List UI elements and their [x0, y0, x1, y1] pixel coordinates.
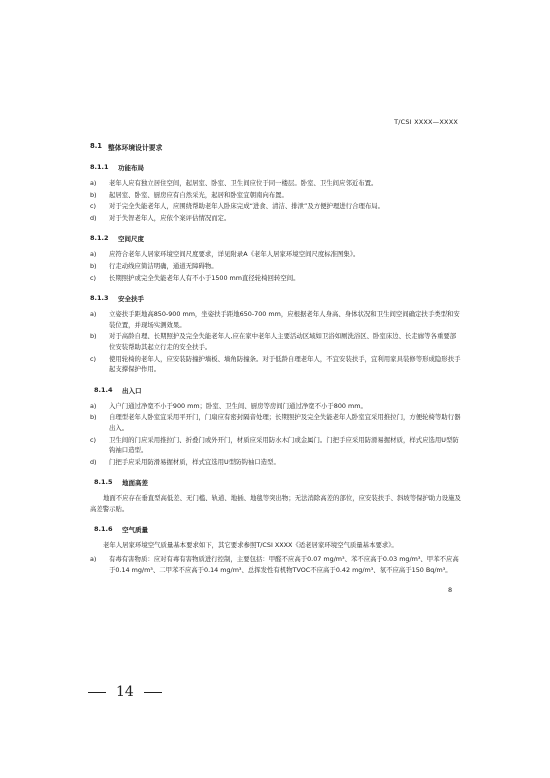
- subsection-number: 8.1.2: [90, 234, 109, 243]
- subsection-title: 地面高差: [122, 479, 148, 488]
- list-text: 卫生间的门应采用推拉门、折叠门或外开门，材质应采用防水木门或金属门。门把手应采用防滑易握材质，样式应选用U型防钩袖口造型。: [109, 435, 459, 455]
- list-marker: c): [90, 202, 97, 211]
- list-item: [90, 354, 462, 375]
- section-number: 8.1: [90, 142, 103, 150]
- list-marker: a): [90, 555, 97, 564]
- list-marker: a): [90, 179, 97, 187]
- list-item: [90, 261, 462, 272]
- list-item: [90, 273, 462, 284]
- section-heading: [90, 142, 462, 152]
- section-title: 整体环境设计要求: [108, 144, 163, 152]
- list-item: [90, 435, 462, 456]
- list: [90, 554, 462, 575]
- list-item: [90, 331, 462, 352]
- subsection-heading: [90, 478, 462, 487]
- list-marker: a): [90, 401, 97, 410]
- list: [90, 178, 462, 223]
- list-marker: b): [90, 261, 97, 270]
- list-text: 自理型老年人卧室宜采用平开门，门扇应有密封隔音处理；长期照护及完全失能老年人卧室宜采用推拉门，方便轮椅等助行器出入。: [109, 413, 461, 432]
- list-item: [90, 249, 462, 260]
- list-marker: d): [90, 457, 97, 466]
- list-item: [90, 412, 462, 433]
- list-marker: b): [90, 413, 97, 422]
- list-item: [90, 213, 462, 224]
- subsection-heading: [90, 525, 462, 534]
- subsection-title: 空气质量: [122, 526, 148, 535]
- list: [90, 309, 462, 375]
- subsection-number: 8.1.5: [94, 478, 113, 487]
- list-marker: c): [90, 435, 97, 444]
- list: [90, 401, 462, 468]
- list-marker: b): [90, 332, 97, 341]
- list-marker: b): [90, 190, 97, 199]
- paragraph: 地面不应存在垂直型高低差、无门槛、轨道、地插、地毯等突出物；无法消除高差的部位，应安装扶手、斜坡等保护助力设施及高差警示贴。: [90, 494, 461, 513]
- footer-number: 14: [116, 684, 134, 700]
- list-text: 入户门通过净宽不小于900 mm；卧室、卫生间、厨房等房间门通过净宽不小于800 mm。: [109, 401, 367, 410]
- subsection-heading: [90, 234, 462, 243]
- subsection-number: 8.1.4: [94, 385, 113, 394]
- list-item: [90, 309, 462, 330]
- subsection-number: 8.1.3: [90, 294, 109, 303]
- list-text: 对于失智老年人，应依个案评估情况而定。: [109, 213, 231, 222]
- list-marker: c): [90, 354, 97, 363]
- footer-dash-right: [144, 692, 162, 693]
- content-body: [90, 142, 462, 576]
- list-marker: c): [90, 273, 97, 282]
- page-number: 8: [448, 586, 453, 594]
- subsection-number: 8.1.1: [90, 163, 109, 171]
- subsection-heading: [90, 294, 462, 303]
- list-text: 有毒有害物质：应对有毒有害物质进行控制，主要包括：甲醛不应高于0.07 mg/m³、苯不应高于0.03 mg/m³、甲苯不应高于0.14 mg/m³、二甲苯不应高于0.14 mg/m³、总挥发性有机物TVOC不应高于0.42 mg/m³、氡不应高于150 Bq/m³。: [109, 555, 459, 574]
- paragraph: 老年人居家环境空气质量基本要求如下，其它要求参照T/CSI XXXX《适老居家环境空气质量基本要求》。: [103, 541, 398, 550]
- list-text: 立姿扶手距地高850-900 mm，坐姿扶手距地650-700 mm，应根据老年人身高、身体状况和卫生间空间确定扶手类型和安装位置，并现场实测效果。: [109, 310, 460, 329]
- list-text: 对于高龄自理、长期照护及完全失能老年人,应在家中老年人主要活动区域如卫浴如厕洗浴区、卧室床边、长走廊等各重要部位安装帮助其起立行走的安全扶手。: [109, 332, 457, 351]
- list-text: 老年人应有独立居住空间，起居室、卧室、卫生间应位于同一楼层。卧室、卫生间应邻近布置。: [109, 179, 378, 187]
- list-item: [90, 201, 462, 212]
- list-marker: a): [90, 310, 97, 319]
- list-item: [90, 401, 462, 412]
- list-text: 使用轮椅的老年人，应安装防撞护墙板、墙角防撞条。对于低龄自理老年人，不宜安装扶手，宜利用家具装修等形成隐形扶手起支撑保护作用。: [109, 354, 461, 374]
- subsection-title: 出入口: [122, 386, 142, 395]
- list-text: 起居室、卧室、厨房应有自然采光，起居和卧室宜朝南向布置。: [109, 190, 288, 199]
- list-marker: d): [90, 213, 97, 222]
- list-item: [90, 178, 462, 189]
- list-text: 对于完全失能老年人，应围绕帮助老年人卧床完成“进食、清洁、排泄”及方便护理进行合理布局。: [109, 202, 385, 211]
- list-item: [90, 554, 462, 575]
- subsection-title: 空间尺度: [118, 235, 144, 244]
- subsection-heading: [90, 386, 462, 395]
- list-text: 行走动线应简洁明确，通道无障碍物。: [109, 261, 218, 270]
- footer-page-number: [88, 684, 162, 700]
- standard-code: T/CSI XXXX—XXXX: [394, 118, 458, 126]
- footer-dash-left: [88, 692, 106, 693]
- subsection-number: 8.1.6: [94, 525, 113, 534]
- list-marker: a): [90, 250, 97, 259]
- list: [90, 249, 462, 283]
- list-text: 长期照护或完全失能老年人有不小于1500 mm直径轮椅回转空间。: [109, 273, 300, 282]
- subsection-title: 安全扶手: [118, 295, 144, 304]
- list-text: 门把手应采用防滑易握材质，样式宜选用U型防钩袖口造型。: [109, 457, 280, 466]
- list-item: [90, 190, 462, 201]
- subsection-title: 功能布局: [118, 164, 144, 172]
- subsection-heading: [90, 163, 462, 172]
- list-item: [90, 457, 462, 468]
- list-text: 应符合老年人居家环境空间尺度要求，详见附录A《老年人居家环境空间尺度标准图集》。: [109, 250, 360, 259]
